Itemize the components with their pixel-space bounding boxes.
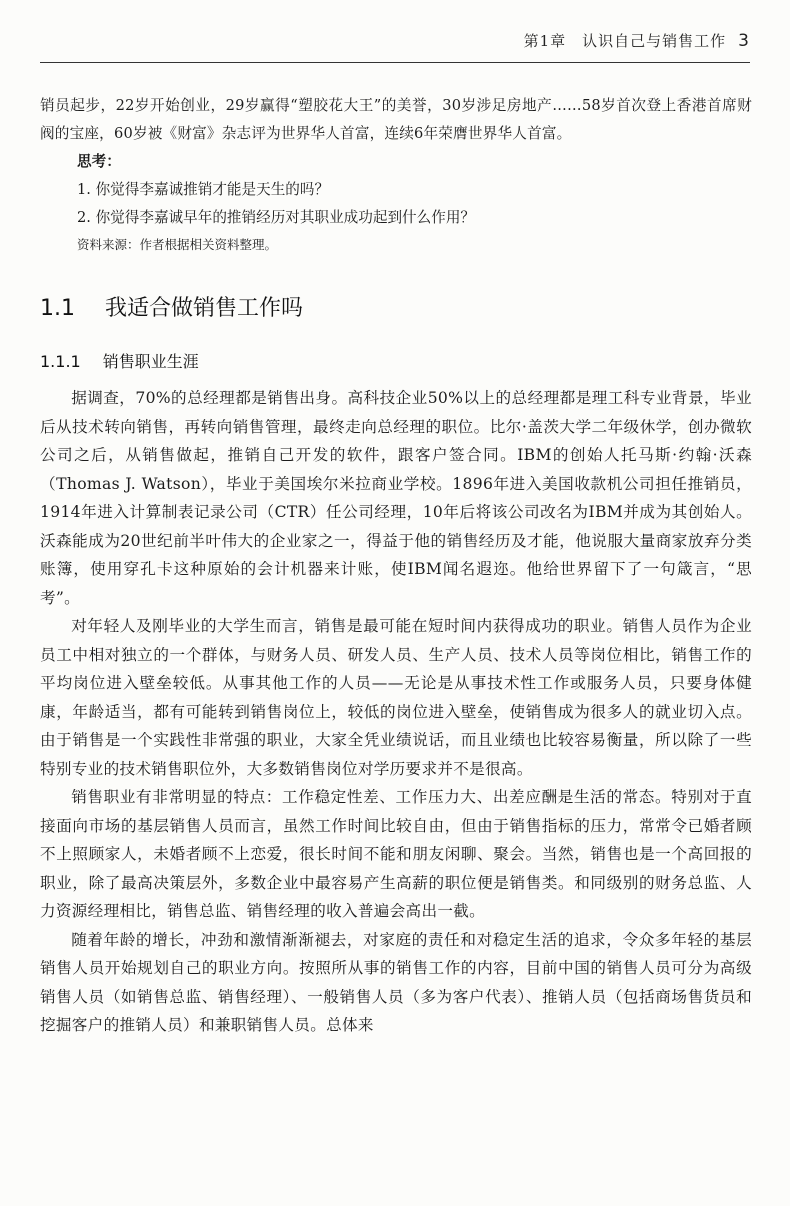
subsection-heading	[40, 350, 752, 374]
body-paragraph: 销售职业有非常明显的特点：工作稳定性差、工作压力大、出差应酬是生活的常态。特别对于直接面向市场的基层销售人员而言，虽然工作时间比较自由，但由于销售指标的压力，常常令已婚者顾不上照顾家人，未婚者顾不上恋爱，很长时间不能和朋友闲聊、聚会。当然，销售也是一个高回报的职业，除了最高决策层外，多数企业中最容易产生高薪的职位便是销售类。和同级别的财务总监、人力资源经理相比，销售总监、销售经理的收入普遍会高出一截。	[40, 788, 752, 920]
body-paragraph: 对年轻人及刚毕业的大学生而言，销售是最可能在短时间内获得成功的职业。销售人员作为企业员工中相对独立的一个群体，与财务人员、研发人员、生产人员、技术人员等岗位相比，销售工作的平均岗位进入壁垒较低。从事其他工作的人员——无论是从事技术性工作或服务人员，只要身体健康，年龄适当，都有可能转到销售岗位上，较低的岗位进入壁垒，使销售成为很多人的就业切入点。由于销售是一个实践性非常强的职业，大家全凭业绩说话，而且业绩也比较容易衡量，所以除了一些特别专业的技术销售职位外，大多数销售岗位对学历要求并不是很高。	[40, 617, 752, 778]
section-title: 我适合做销售工作吗	[105, 296, 304, 321]
case-continuation-text: 销员起步，22岁开始创业，29岁赢得“塑胶花大王”的美誉，30岁涉足房地产……58岁首次登上香港首席财阀的宝座，60岁被《财富》杂志评为世界华人首富，连续6年荣膺世界华人首富。	[40, 97, 752, 142]
section-heading	[40, 294, 752, 324]
case-study-block	[40, 92, 752, 258]
page-number: 3	[738, 31, 750, 51]
body-paragraph: 随着年龄的增长，冲劲和激情渐渐褪去，对家庭的责任和对稳定生活的追求，令众多年轻的基层销售人员开始规划自己的职业方向。按照所从事的销售工作的内容，目前中国的销售人员可分为高级销售人员（如销售总监、销售经理）、一般销售人员（多为客户代表）、推销人员（包括商场售货员和挖掘客户的推销人员）和兼职销售人员。总体来	[40, 930, 752, 1034]
chapter-title: 第1章 认识自己与销售工作	[523, 32, 727, 50]
section-number: 1.1	[40, 296, 75, 321]
source-note: 资料来源：作者根据相关资料整理。	[77, 237, 278, 252]
body-text	[40, 384, 752, 1040]
question-2: 2. 你觉得李嘉诚早年的推销经历对其职业成功起到什么作用？	[77, 209, 476, 226]
header-rule	[40, 62, 750, 63]
running-head	[524, 30, 750, 51]
page-content	[40, 92, 752, 1040]
body-paragraph: 据调查，70%的总经理都是销售出身。高科技企业50%以上的总经理都是理工科专业背景，毕业后从技术转向销售，再转向销售管理，最终走向总经理的职位。比尔·盖茨大学二年级休学，创办微软公司之后，从销售做起，推销自己开发的软件，跟客户签合同。IBM的创始人托马斯·约翰·沃森（Thomas J. Watson），毕业于美国埃尔米拉商业学校。1896年进入美国收款机公司担任推销员，1914年进入计算制表记录公司（CTR）任公司经理，10年后将该公司改名为IBM并成为其创始人。沃森能成为20世纪前半叶伟大的企业家之一，得益于他的销售经历及才能，他说服大量商家放弃分类账簿，使用穿孔卡这种原始的会计机器来计账，使IBM闻名遐迩。他给世界留下了一句箴言，“思考”。	[40, 389, 752, 607]
subsection-title: 销售职业生涯	[102, 352, 199, 371]
question-1: 1. 你觉得李嘉诚推销才能是天生的吗？	[77, 181, 330, 198]
subsection-number: 1.1.1	[40, 352, 81, 371]
think-title: 思考：	[77, 153, 121, 170]
